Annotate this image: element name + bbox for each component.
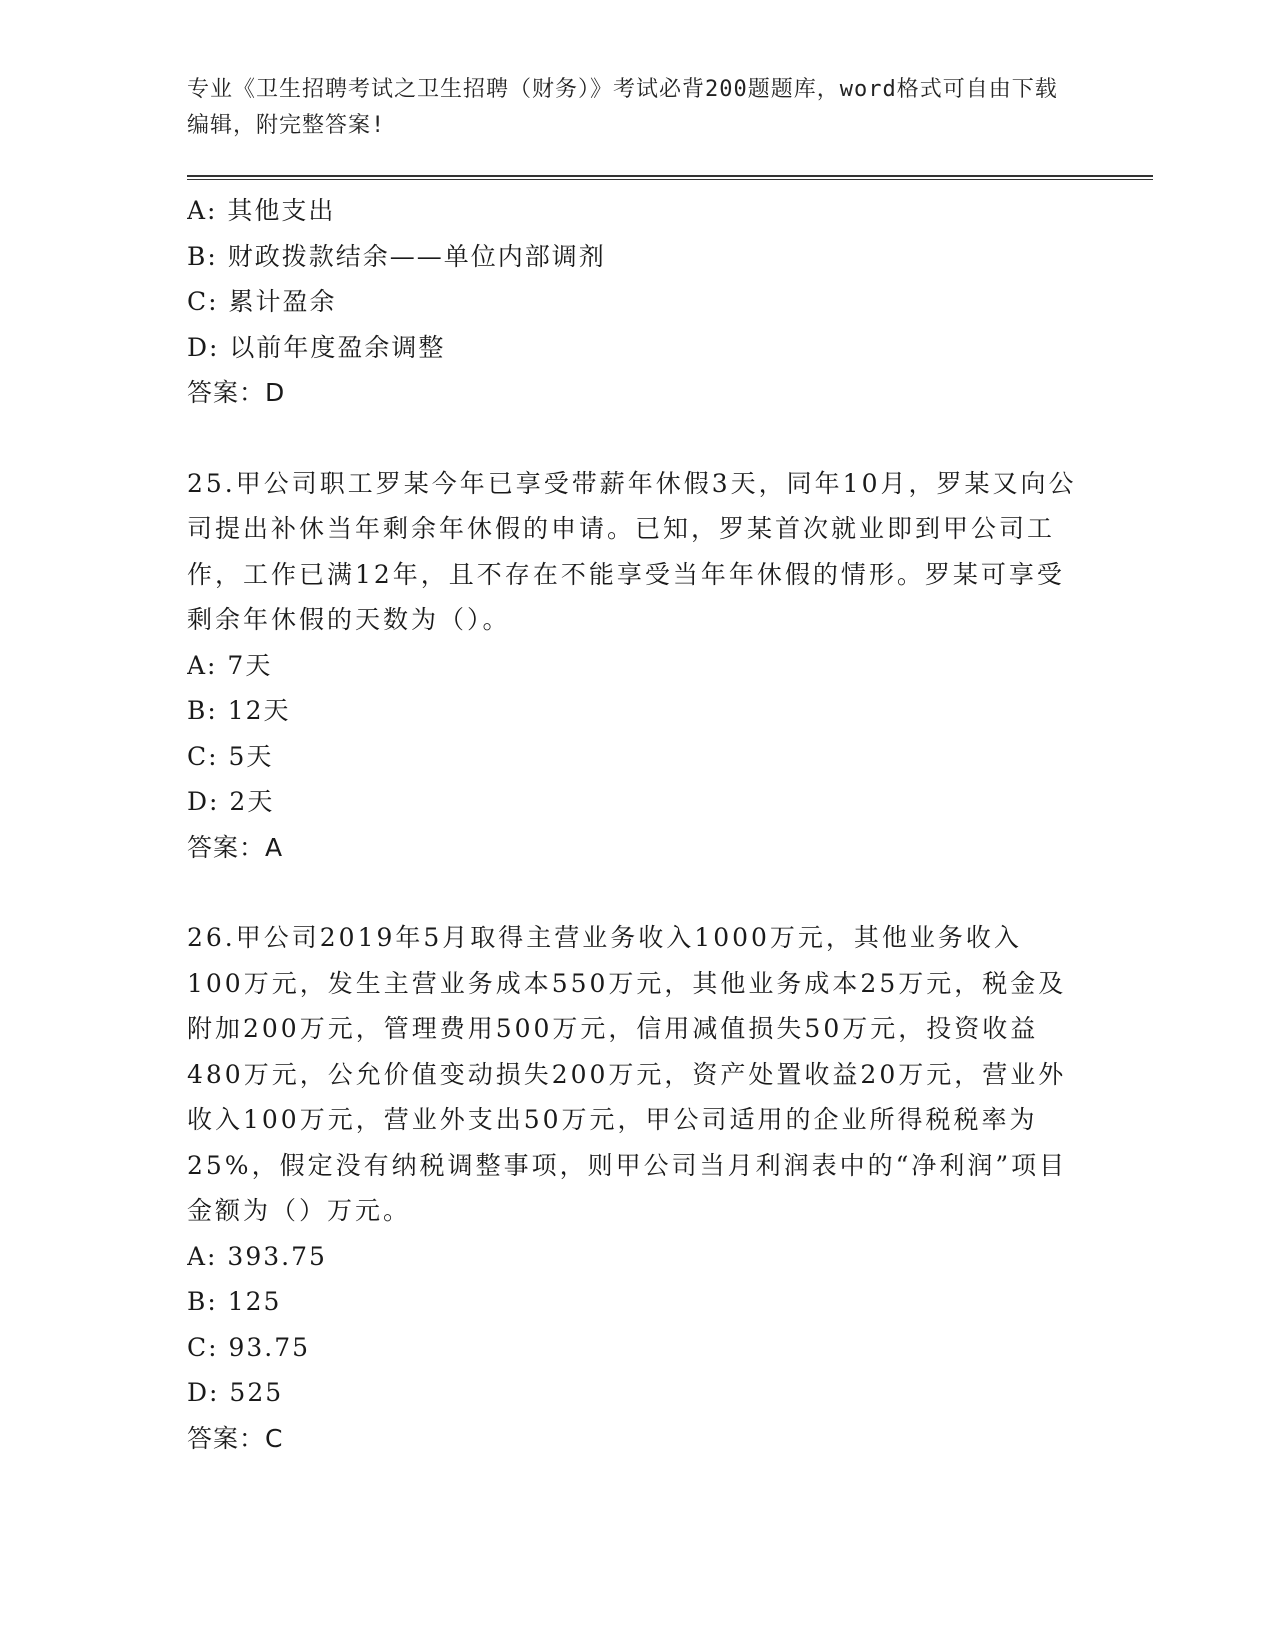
question-stem: 25.甲公司职工罗某今年已享受带薪年休假3天，同年10月，罗某又向公司提出补休当年剩余年休假的申请。已知，罗某首次就业即到甲公司工作，工作已满12年，且不存在不能享受当年年休假的情形。罗某可享受剩余年休假的天数为（）。	[187, 468, 1077, 634]
question-stem: 26.甲公司2019年5月取得主营业务收入1000万元，其他业务收入100万元，发生主营业务成本550万元，其他业务成本25万元，税金及附加200万元，管理费用500万元，信用减值损失50万元，投资收益480万元，公允价值变动损失200万元，资产处置收益20万元，营业外收入100万元，营业外支出50万元，甲公司适用的企业所得税税率为25%，假定没有纳税调整事项，则甲公司当月利润表中的“净利润”项目金额为（）万元。	[187, 923, 1068, 1225]
option-d: D: 525	[187, 1378, 284, 1407]
question-24	[187, 188, 1077, 416]
header-divider	[187, 175, 1153, 180]
question-26	[187, 915, 1077, 1461]
option-c: C: 93.75	[187, 1332, 311, 1362]
option-b: B: 125	[187, 1287, 282, 1316]
option-b: B: 12天	[187, 696, 291, 725]
spacer	[187, 870, 1077, 915]
answer: 答案：A	[187, 832, 284, 862]
option-d: D: 2天	[187, 787, 275, 816]
option-c: C: 5天	[187, 741, 274, 771]
spacer	[187, 416, 1077, 461]
option-a: A: 393.75	[187, 1241, 327, 1271]
answer: 答案：C	[187, 1423, 284, 1453]
option-d: D: 以前年度盈余调整	[187, 332, 446, 362]
question-25	[187, 461, 1077, 871]
document-header: 专业《卫生招聘考试之卫生招聘（财务）》考试必背200题题库，word格式可自由下载编辑，附完整答案!	[187, 77, 1058, 138]
question-list	[187, 188, 1077, 1461]
option-b: B: 财政拨款结余——单位内部调剂	[187, 241, 606, 271]
answer: 答案：D	[187, 378, 286, 407]
option-c: C: 累计盈余	[187, 287, 337, 316]
option-a: A: 7天	[187, 650, 273, 680]
option-a: A: 其他支出	[187, 196, 336, 225]
